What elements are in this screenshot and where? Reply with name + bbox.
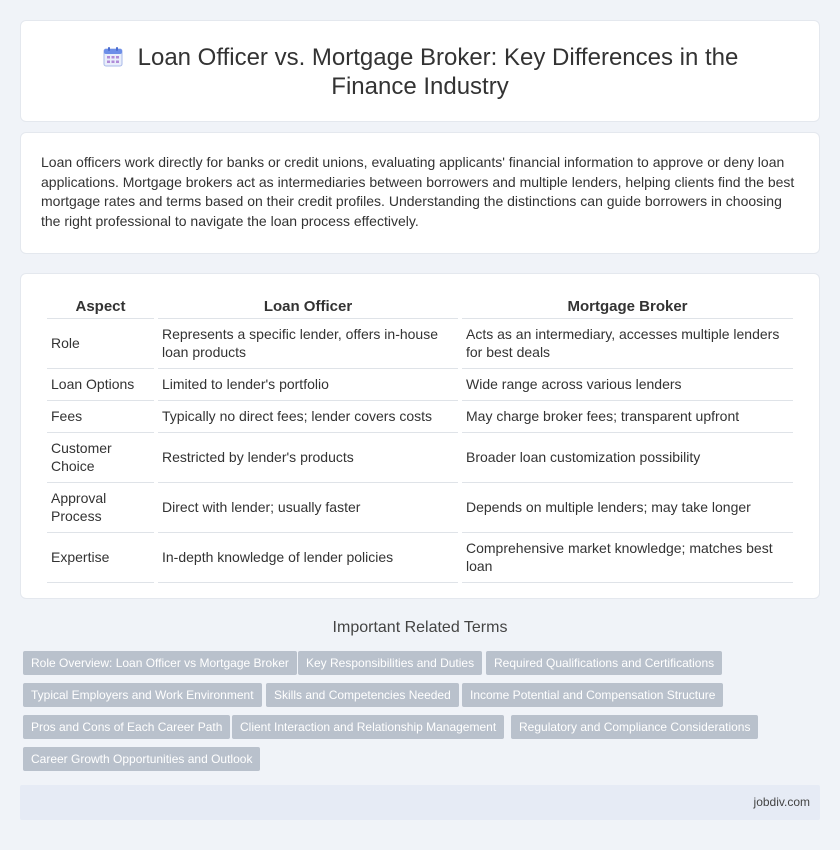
header-card — [20, 20, 820, 122]
intro-text: Loan officers work directly for banks or credit unions, evaluating applicants' financial information to approve or deny loan applications. Mortgage brokers act as intermediaries between borrowers and multiple lenders, helping clients find the best mortgage rates and terms based on their credit profiles. Understanding the distinctions can guide borrowers in choosing the right professional to navigate the loan process effectively. — [41, 154, 795, 229]
related-tag[interactable]: Client Interaction and Relationship Management — [232, 715, 504, 739]
footer — [20, 785, 820, 820]
cell-loan-officer: Restricted by lender's products — [158, 433, 458, 483]
page-title-text: Loan Officer vs. Mortgage Broker: Key Differences in the Finance Industry — [137, 44, 739, 100]
table-header-row — [47, 294, 793, 319]
cell-loan-officer: In-depth knowledge of lender policies — [158, 533, 458, 583]
related-tag[interactable]: Career Growth Opportunities and Outlook — [23, 747, 260, 771]
header-loan-officer: Loan Officer — [158, 294, 458, 319]
table-row — [47, 369, 793, 401]
related-tag[interactable]: Skills and Competencies Needed — [266, 683, 459, 707]
related-tag[interactable]: Role Overview: Loan Officer vs Mortgage Broker — [23, 651, 297, 675]
cell-aspect: Loan Options — [47, 369, 154, 401]
title-wrap — [21, 43, 819, 101]
cell-aspect: Role — [47, 319, 154, 369]
cell-aspect: Approval Process — [47, 483, 154, 533]
related-tag[interactable]: Required Qualifications and Certifications — [486, 651, 722, 675]
table-row — [47, 433, 793, 483]
comparison-table-card — [20, 273, 820, 599]
header-aspect: Aspect — [47, 294, 154, 319]
page-title — [61, 43, 779, 101]
cell-loan-officer: Limited to lender's portfolio — [158, 369, 458, 401]
related-tag[interactable]: Regulatory and Compliance Considerations — [511, 715, 758, 739]
related-tag[interactable]: Typical Employers and Work Environment — [23, 683, 262, 707]
cell-mortgage-broker: Wide range across various lenders — [462, 369, 793, 401]
related-terms-title: Important Related Terms — [332, 619, 508, 636]
related-tag[interactable]: Key Responsibilities and Duties — [298, 651, 482, 675]
cell-mortgage-broker: Acts as an intermediary, accesses multiple lenders for best deals — [462, 319, 793, 369]
cell-loan-officer: Represents a specific lender, offers in-house loan products — [158, 319, 458, 369]
table-row — [47, 483, 793, 533]
header-mortgage-broker: Mortgage Broker — [462, 294, 793, 319]
table-row — [47, 401, 793, 433]
footer-site-link[interactable]: jobdiv.com — [753, 795, 810, 809]
cell-loan-officer: Direct with lender; usually faster — [158, 483, 458, 533]
table-row — [47, 319, 793, 369]
calendar-icon — [102, 46, 124, 68]
cell-mortgage-broker: May charge broker fees; transparent upfront — [462, 401, 793, 433]
comparison-table — [43, 294, 797, 583]
cell-loan-officer: Typically no direct fees; lender covers costs — [158, 401, 458, 433]
cell-aspect: Expertise — [47, 533, 154, 583]
table-row — [47, 533, 793, 583]
cell-aspect: Customer Choice — [47, 433, 154, 483]
related-tag[interactable]: Pros and Cons of Each Career Path — [23, 715, 230, 739]
intro-card — [20, 132, 820, 254]
related-tag[interactable]: Income Potential and Compensation Structure — [462, 683, 723, 707]
cell-mortgage-broker: Comprehensive market knowledge; matches best loan — [462, 533, 793, 583]
cell-mortgage-broker: Depends on multiple lenders; may take longer — [462, 483, 793, 533]
cell-mortgage-broker: Broader loan customization possibility — [462, 433, 793, 483]
cell-aspect: Fees — [47, 401, 154, 433]
